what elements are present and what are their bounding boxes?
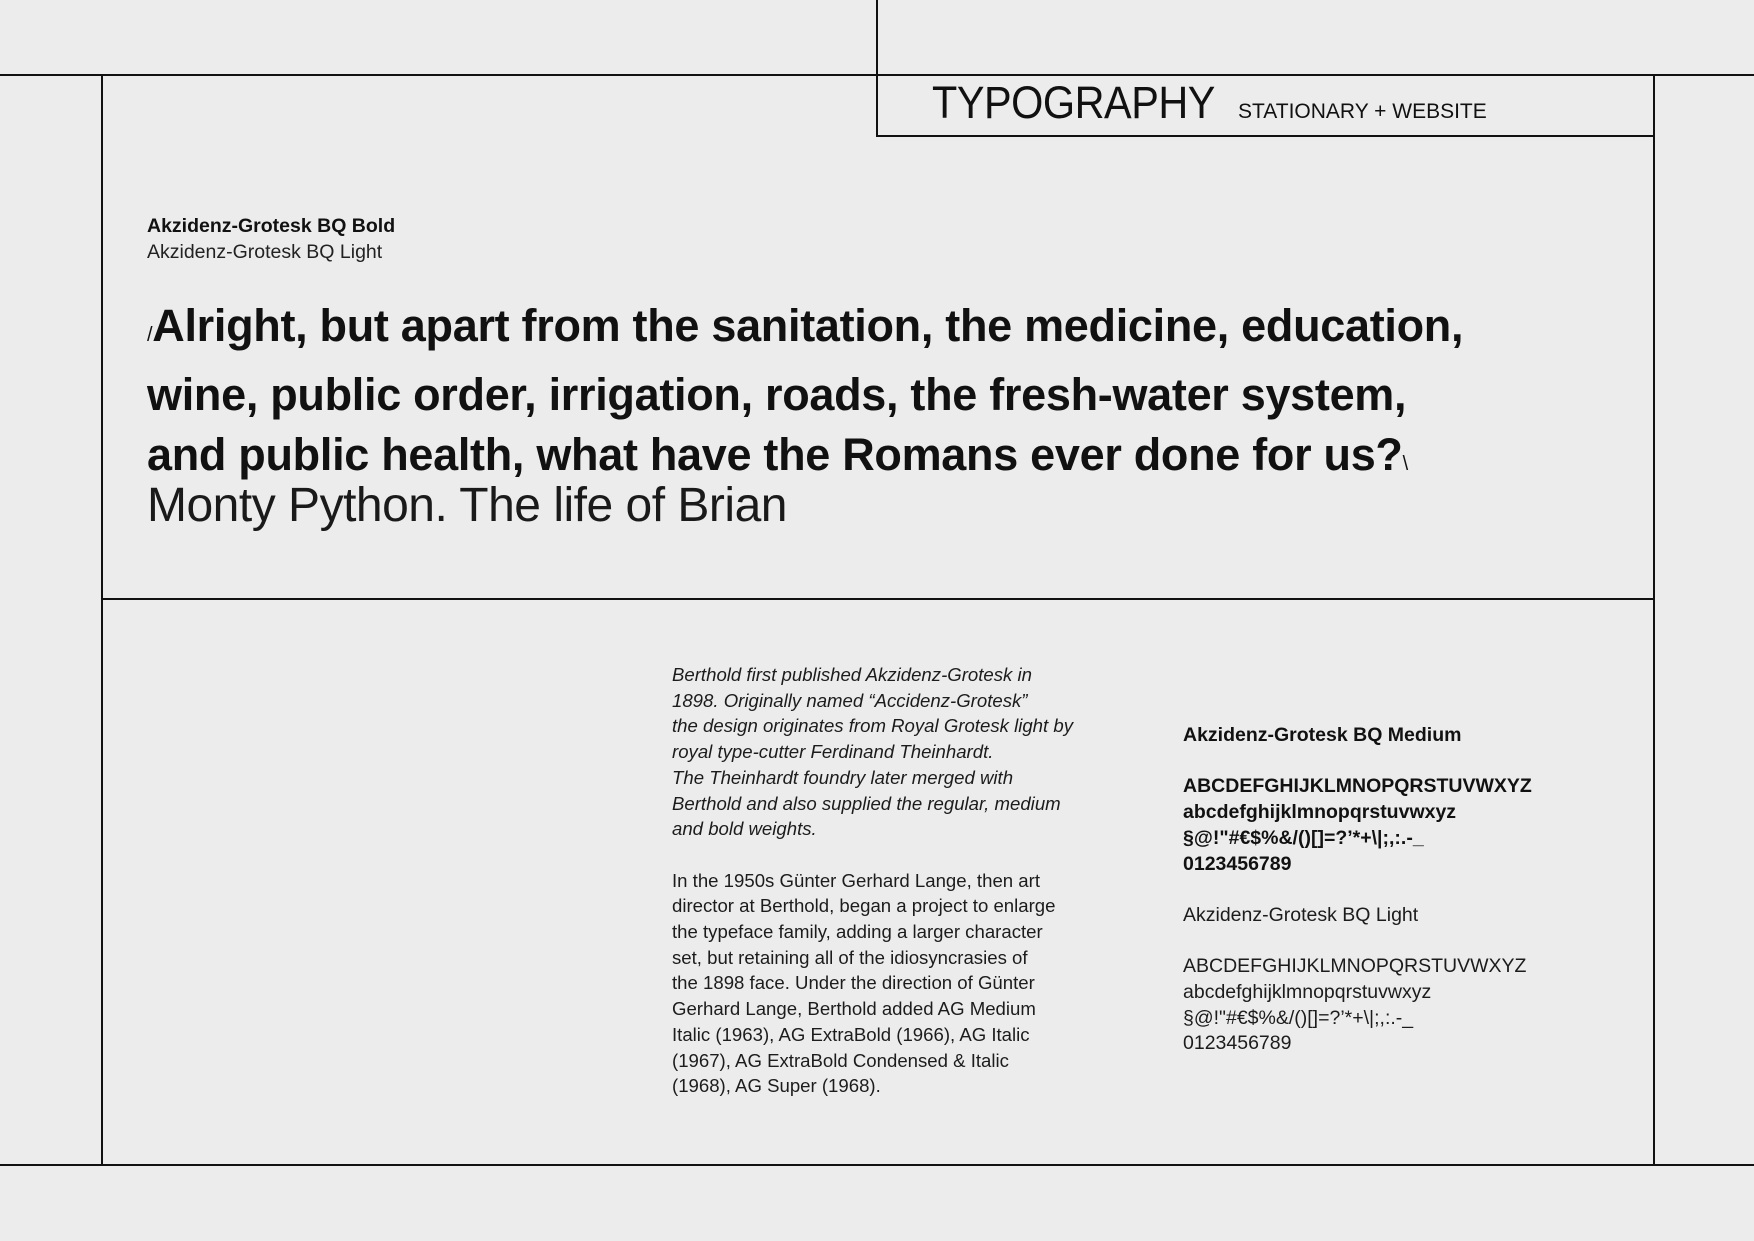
history-intro: Berthold first published Akzidenz-Grotesk in 1898. Originally named “Accidenz-Grotesk” the design originates from Royal Grotesk light by royal type-cutter Ferdinand Theinhardt. The Theinhardt foundry later merged with Berthold and also supplied the regular, medium and bold weights. <box>672 664 1073 840</box>
specimen-medium-uppercase: ABCDEFGHIJKLMNOPQRSTUVWXYZ <box>1183 775 1532 798</box>
left-margin-rule <box>101 74 103 1165</box>
header-box-bottom-rule <box>876 135 1654 137</box>
specimen-medium-lowercase: abcdefghijklmnopqrstuvwxyz <box>1183 801 1457 824</box>
right-margin-rule <box>1653 74 1655 1165</box>
specimen-medium-digits: 0123456789 <box>1183 852 1292 875</box>
quote-line: /Alright, but apart from the sanitation, the medicine, education, <box>147 300 1464 351</box>
font-names <box>147 213 395 265</box>
specimen-light-name: Akzidenz-Grotesk BQ Light <box>1183 903 1419 926</box>
header-box-left-rule <box>876 0 878 136</box>
secondary-font-name: Akzidenz-Grotesk BQ Light <box>147 241 383 263</box>
specimen-medium-symbols: §@!"#€$%&/()[]=?’*+\|;,:.-_ <box>1183 826 1424 849</box>
specimen-light-digits: 0123456789 <box>1183 1032 1292 1055</box>
close-quote-mark: \ <box>1402 453 1408 475</box>
quote-line: wine, public order, irrigation, roads, the fresh-water system, <box>147 369 1407 420</box>
specimen-light-uppercase: ABCDEFGHIJKLMNOPQRSTUVWXYZ <box>1183 955 1527 978</box>
primary-font-name: Akzidenz-Grotesk BQ Bold <box>147 215 396 237</box>
page-title: TYPOGRAPHY <box>932 77 1215 128</box>
page-subtitle: STATIONARY + WEBSITE <box>1238 100 1487 123</box>
section-divider-rule <box>101 598 1654 600</box>
bottom-rule <box>0 1164 1754 1166</box>
sample-quote <box>147 296 1647 494</box>
type-specimens <box>1183 723 1603 1057</box>
specimen-light-lowercase: abcdefghijklmnopqrstuvwxyz <box>1183 980 1432 1003</box>
specimen-light-symbols: §@!"#€$%&/()[]=?’*+\|;,:.-_ <box>1183 1006 1414 1029</box>
page-header <box>932 77 1487 128</box>
quote-line: and public health, what have the Romans ever done for us?\ <box>147 429 1408 480</box>
open-quote-mark: / <box>147 324 153 346</box>
history-body: In the 1950s Günter Gerhard Lange, then art director at Berthold, began a project to enlarge the typeface family, adding a larger character set, but retaining all of the idiosyncrasies of the 1898 face. Under the direction of Günter Gerhard Lange, Berthold added AG Medium Italic (1963), AG ExtraBold (1966), AG Italic (1967), AG ExtraBold Condensed & Italic (1968), AG Super (1968). <box>672 869 1056 1097</box>
typeface-history <box>672 662 1092 1099</box>
specimen-medium-name: Akzidenz-Grotesk BQ Medium <box>1183 724 1462 746</box>
quote-attribution: Monty Python. The life of Brian <box>147 479 787 532</box>
